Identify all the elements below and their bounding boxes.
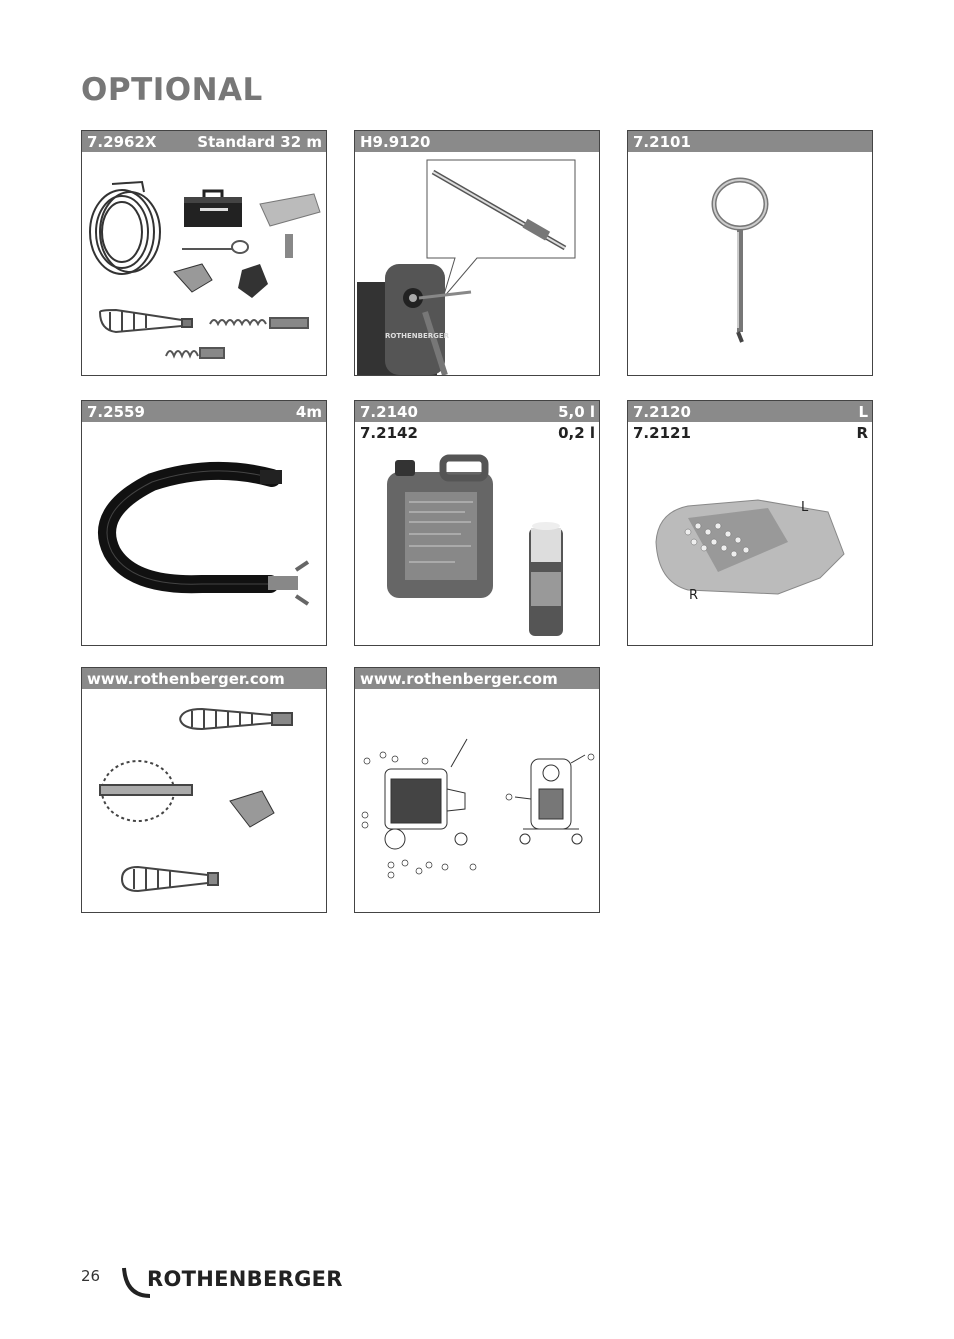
cutter-icon [230,791,274,827]
card-header [355,668,599,689]
card-header [355,131,599,152]
spray-can-icon [529,522,563,636]
key-image [628,152,872,375]
product-code: H9.9120 [360,132,431,151]
product-spec: 4m [295,402,322,421]
crown-cutter-icon [238,264,268,298]
cutter-icon [174,264,212,292]
product-card-7-2120 [627,400,873,646]
product-card-7-2962x [81,130,327,376]
spray-can-icon [285,234,293,258]
card-header [628,131,872,152]
product-card-h9-9120 [354,130,600,376]
adapter-image [355,152,599,375]
gloves-icon [656,500,844,594]
brand-name: ROTHENBERGER [147,1267,343,1291]
website-link[interactable]: www.rothenberger.com [360,669,558,688]
logo-swoosh-icon [120,1262,150,1302]
guide-hose-icon [107,471,272,584]
product-spec: Standard 32 m [197,132,322,151]
product-code: 7.2559 [87,402,145,421]
card-header [355,401,599,422]
parts-diagram-image [355,689,599,912]
card-header [628,401,872,422]
rothenberger-logo [120,1262,360,1302]
product-card-parts-diagram [354,667,600,913]
spiral-set-image [82,152,326,375]
left-glove-label: L [801,500,809,515]
straight-spiral-icon [122,867,218,891]
product-spec: 5,0 l [558,402,595,421]
hose-image [82,422,326,645]
product-spec-secondary: R [856,423,868,442]
card-header [82,401,326,422]
product-code: 7.2140 [360,402,418,421]
product-spec-secondary: 0,2 l [558,423,595,442]
product-code: 7.2962X [87,132,157,151]
website-link[interactable]: www.rothenberger.com [87,669,285,688]
card-header [82,668,326,689]
machine-front-view [515,755,585,844]
card-header [82,131,326,152]
machine-exploded-view [385,739,467,849]
bulb-spiral-icon [180,709,292,729]
key-icon [182,241,248,253]
page-number: 26 [81,1267,101,1285]
oil-image [355,422,599,645]
right-glove-label: R [689,588,699,603]
short-spiral-icon [166,348,224,358]
chain-cutter-icon [100,761,192,821]
gloves-icon [260,194,320,226]
spiral-basket-icon [90,182,160,274]
page-title: OPTIONAL [81,72,263,108]
product-card-7-2101 [627,130,873,376]
product-spec: L [858,402,868,421]
bulb-spiral-icon [100,310,192,332]
toolbox-icon [184,191,242,227]
spiral-key-icon [714,180,766,342]
gloves-image [628,422,872,645]
product-code: 7.2101 [633,132,691,151]
tools-image [82,689,326,912]
product-card-tools [81,667,327,913]
product-code: 7.2120 [633,402,691,421]
straight-spiral-icon [210,318,308,328]
product-card-7-2140 [354,400,600,646]
svg-text:ROTHENBERGER: ROTHENBERGER [385,332,450,340]
product-code-secondary: 7.2121 [633,423,691,442]
product-card-7-2559 [81,400,327,646]
oil-canister-icon [387,458,493,598]
product-code-secondary: 7.2142 [360,423,418,442]
